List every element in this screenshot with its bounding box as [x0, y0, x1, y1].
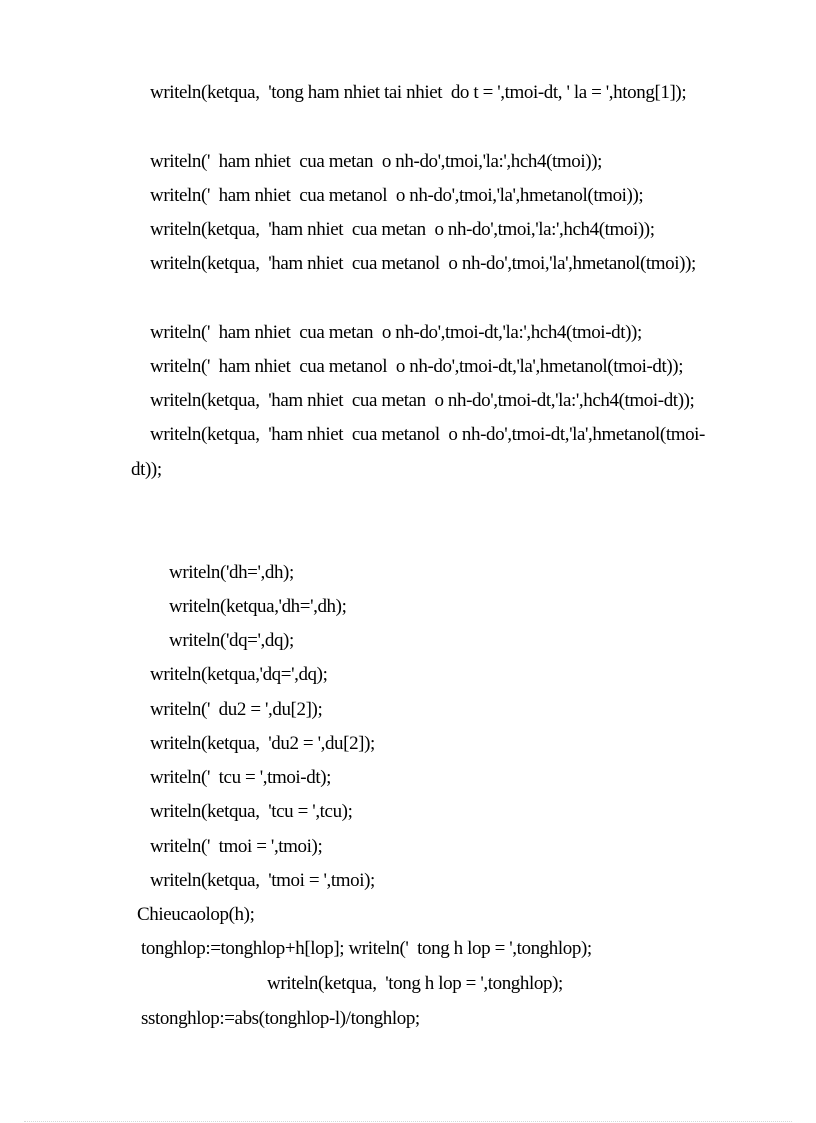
code-line: sstonghlop:=abs(tonghlop-l)/tonghlop; [141, 1008, 420, 1029]
code-line: writeln(' ham nhiet cua metan o nh-do',tmoi,'la:',hch4(tmoi)); [150, 151, 603, 172]
code-line: Chieucaolop(h); [137, 904, 255, 925]
code-line: writeln('dh=',dh); [169, 562, 294, 583]
code-line: writeln(ketqua,'dq=',dq); [150, 664, 328, 685]
code-line: writeln(ketqua, 'ham nhiet cua metan o nh-do',tmoi,'la:',hch4(tmoi)); [150, 219, 655, 240]
code-line: writeln(' tmoi = ',tmoi); [150, 836, 323, 857]
code-line: writeln(' tcu = ',tmoi-dt); [150, 767, 332, 788]
code-line: writeln(' ham nhiet cua metanol o nh-do',tmoi-dt,'la',hmetanol(tmoi-dt)); [150, 356, 684, 377]
page-bottom-rule [24, 1121, 792, 1122]
code-line: dt)); [131, 459, 162, 480]
code-line: writeln(ketqua, 'ham nhiet cua metanol o nh-do',tmoi-dt,'la',hmetanol(tmoi- [150, 424, 705, 445]
code-line: writeln(' ham nhiet cua metanol o nh-do',tmoi,'la',hmetanol(tmoi)); [150, 185, 644, 206]
code-line: writeln(ketqua,'dh=',dh); [169, 596, 347, 617]
code-line: writeln(ketqua, 'tmoi = ',tmoi); [150, 870, 375, 891]
code-line: writeln(' ham nhiet cua metan o nh-do',tmoi-dt,'la:',hch4(tmoi-dt)); [150, 322, 642, 343]
code-line: writeln(ketqua, 'ham nhiet cua metan o nh-do',tmoi-dt,'la:',hch4(tmoi-dt)); [150, 390, 695, 411]
code-line: writeln(ketqua, 'tong h lop = ',tonghlop); [267, 973, 563, 994]
code-line: writeln(' du2 = ',du[2]); [150, 699, 323, 720]
code-line: writeln('dq=',dq); [169, 630, 294, 651]
code-line: writeln(ketqua, 'tong ham nhiet tai nhiet do t = ',tmoi-dt, ' la = ',htong[1]); [150, 82, 687, 103]
code-line: writeln(ketqua, 'tcu = ',tcu); [150, 801, 353, 822]
code-line: writeln(ketqua, 'ham nhiet cua metanol o nh-do',tmoi,'la',hmetanol(tmoi)); [150, 253, 696, 274]
code-line: writeln(ketqua, 'du2 = ',du[2]); [150, 733, 375, 754]
code-line: tonghlop:=tonghlop+h[lop]; writeln(' tong h lop = ',tonghlop); [141, 938, 592, 959]
